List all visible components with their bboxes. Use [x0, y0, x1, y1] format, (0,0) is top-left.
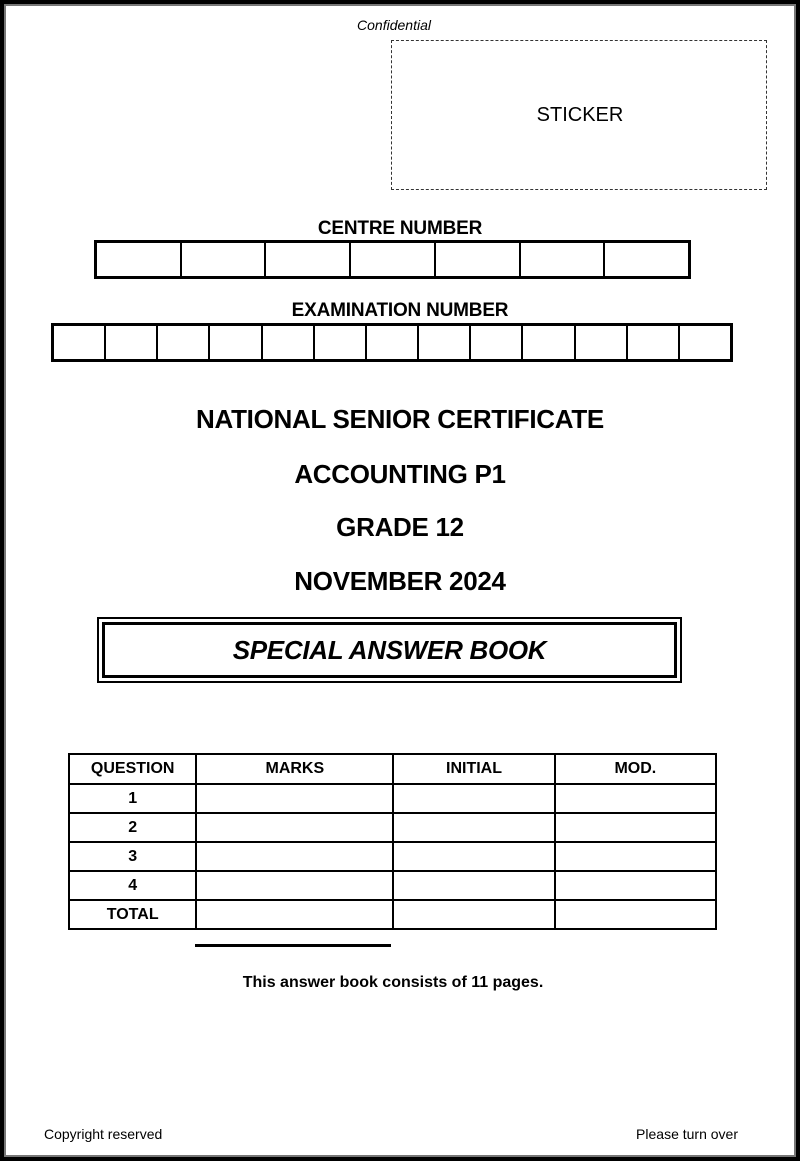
- examination-number-cell[interactable]: [158, 326, 210, 359]
- examination-number-cell[interactable]: [576, 326, 628, 359]
- mod-cell[interactable]: [555, 813, 716, 842]
- confidential-label: Confidential: [357, 17, 431, 33]
- column-header-mod: MOD.: [555, 754, 716, 784]
- centre-number-cell[interactable]: [605, 243, 688, 276]
- mod-cell[interactable]: [555, 871, 716, 900]
- examination-number-cell[interactable]: [263, 326, 315, 359]
- page-count-note: This answer book consists of 11 pages.: [242, 974, 544, 991]
- total-row: [69, 900, 716, 929]
- marks-cell[interactable]: [196, 813, 393, 842]
- examination-number-cell[interactable]: [680, 326, 730, 359]
- total-marks-cell[interactable]: [196, 900, 393, 929]
- centre-number-cell[interactable]: [521, 243, 606, 276]
- examination-number-cell[interactable]: [628, 326, 680, 359]
- examination-number-cell[interactable]: [106, 326, 158, 359]
- marks-table: [68, 753, 717, 930]
- centre-number-cell[interactable]: [436, 243, 521, 276]
- marks-cell[interactable]: [196, 842, 393, 871]
- centre-number-field: [94, 240, 691, 279]
- total-mod-cell[interactable]: [555, 900, 716, 929]
- column-header-marks: MARKS: [196, 754, 393, 784]
- mod-cell[interactable]: [555, 784, 716, 813]
- centre-number-cell[interactable]: [351, 243, 436, 276]
- total-label: TOTAL: [69, 900, 196, 929]
- centre-number-cell[interactable]: [266, 243, 351, 276]
- mod-cell[interactable]: [555, 842, 716, 871]
- examination-number-cell[interactable]: [523, 326, 575, 359]
- table-row: [69, 784, 716, 813]
- total-double-underline: [195, 944, 391, 947]
- question-number: 4: [69, 871, 196, 900]
- answer-book-banner: [97, 617, 682, 683]
- sticker-label: STICKER: [536, 103, 624, 126]
- centre-number-label: CENTRE NUMBER: [317, 218, 483, 239]
- grade-title: GRADE 12: [336, 512, 464, 542]
- initial-cell[interactable]: [393, 784, 554, 813]
- marks-cell[interactable]: [196, 871, 393, 900]
- examination-number-cell[interactable]: [210, 326, 262, 359]
- table-row: [69, 842, 716, 871]
- table-row: [69, 871, 716, 900]
- table-row: [69, 813, 716, 842]
- initial-cell[interactable]: [393, 813, 554, 842]
- question-number: 2: [69, 813, 196, 842]
- centre-number-cell[interactable]: [182, 243, 267, 276]
- column-header-initial: INITIAL: [393, 754, 554, 784]
- subject-title: ACCOUNTING P1: [294, 459, 506, 489]
- answer-book-label: SPECIAL ANSWER BOOK: [232, 634, 547, 665]
- initial-cell[interactable]: [393, 842, 554, 871]
- examination-number-cell[interactable]: [54, 326, 106, 359]
- copyright-notice: Copyright reserved: [44, 1126, 163, 1142]
- sticker-box: [391, 40, 767, 190]
- exam-date-title: NOVEMBER 2024: [294, 566, 506, 596]
- centre-number-cell[interactable]: [97, 243, 182, 276]
- examination-number-field: [51, 323, 733, 362]
- turn-over-notice: Please turn over: [636, 1126, 738, 1142]
- table-header-row: [69, 754, 716, 784]
- marks-cell[interactable]: [196, 784, 393, 813]
- examination-number-cell[interactable]: [367, 326, 419, 359]
- examination-number-cell[interactable]: [419, 326, 471, 359]
- question-number: 3: [69, 842, 196, 871]
- column-header-question: QUESTION: [69, 754, 196, 784]
- question-number: 1: [69, 784, 196, 813]
- examination-number-cell[interactable]: [315, 326, 367, 359]
- total-initial-cell[interactable]: [393, 900, 554, 929]
- examination-number-cell[interactable]: [471, 326, 523, 359]
- examination-number-label: EXAMINATION NUMBER: [291, 300, 509, 321]
- certificate-title: NATIONAL SENIOR CERTIFICATE: [196, 404, 604, 434]
- initial-cell[interactable]: [393, 871, 554, 900]
